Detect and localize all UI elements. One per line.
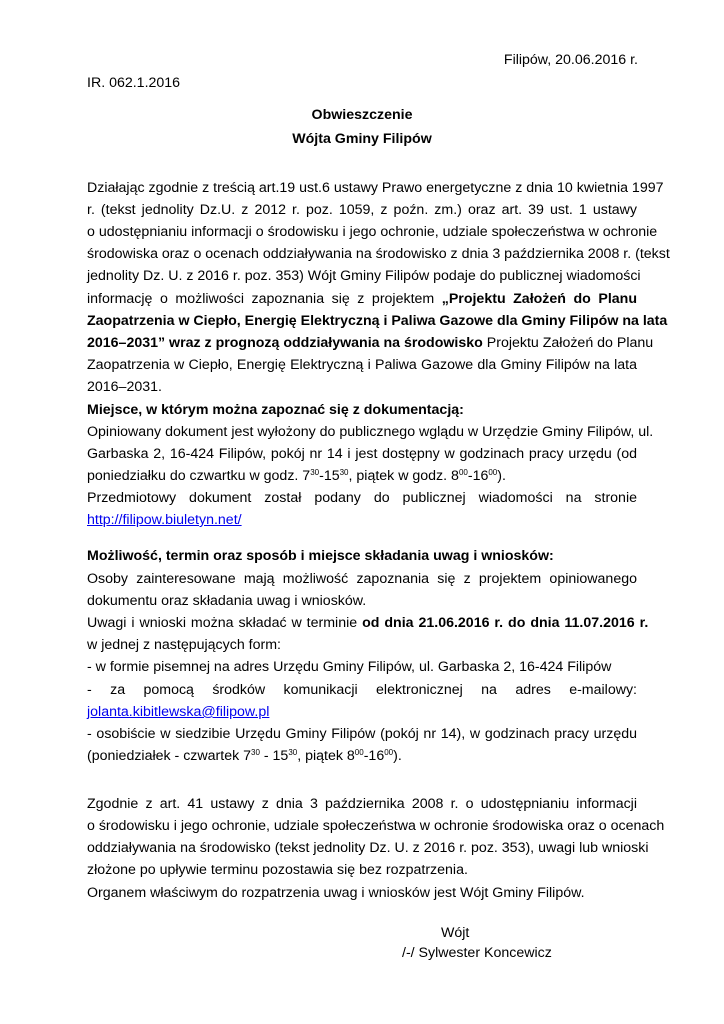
place-date: Filipów, 20.06.2016 r. [503,52,638,68]
paragraph-3-line-2: dokumentu oraz składania uwag i wniosków. [87,593,367,609]
paragraph-3-line-6: - za pomocą środków komunikacji elektronicznej na adres e-mailowy: [87,682,637,698]
paragraph-1-line-5: jednolity Dz. U. z 2016 r. poz. 353) Wójt Gminy Filipów podaje do publicznej wiadomości [87,268,641,284]
paragraph-1-line-10: 2016–2031. [87,379,162,395]
paragraph-4-line-3: oddziaływania na środowisko (tekst jednolity Dz. U. z 2016 r. poz. 353), uwagi lub wnioski [87,840,649,856]
paragraph-3-line-1: Osoby zainteresowane mają możliwość zapoznania się z projektem opiniowanego [87,571,637,587]
paragraph-2-line-3: poniedziałku do czwartku w godz. $7^{30}-15^{30}$, piątek w godz. $8^{00}-16^{00}$). [87,468,506,484]
paragraph-1-line-9: Zaopatrzenia w Ciepło, Energię Elektryczną i Paliwa Gazowe dla Gminy Filipów na lata [87,357,637,373]
signature-role: Wójt [441,925,470,941]
paragraph-1-line-3: o udostępnianiu informacji o środowisku i jego ochronie, udziale społeczeństwa w ochronie [87,224,658,240]
paragraph-2-line-1: Opiniowany dokument jest wyłożony do publicznego wglądu w Urzędzie Gminy Filipów, ul. [87,424,654,440]
paragraph-1-line-4: środowiska oraz o ocenach oddziaływania na środowisko z dnia 3 października 2008 r. (tekst [87,246,670,262]
paragraph-4-line-2: o środowisku i jego ochronie, udziale społeczeństwa w ochronie środowiska oraz o ocenach [87,818,665,834]
paragraph-1-line-2: r. (tekst jednolity Dz.U. z 2012 r. poz. 1059, z poźn. zm.) oraz art. 39 ust. 1 ustawy [87,202,637,218]
paragraph-3-line-9: (poniedziałek - czwartek $7^{30} - 15^{30}$, piątek $8^{00}-16^{00}$). [87,748,402,764]
paragraph-1-line-8: 2016–2031” wraz z prognozą oddziaływania na środowisko Projektu Założeń do Planu [87,335,654,351]
paragraph-1-line-7: Zaopatrzenia w Ciepło, Energię Elektryczną i Paliwa Gazowe dla Gminy Filipów na lata [87,313,668,329]
paragraph-3-line-5: - w formie pisemnej na adres Urzędu Gminy Filipów, ul. Garbaska 2, 16-424 Filipów [87,659,612,675]
paragraph-1-line-1: Działając zgodnie z treścią art.19 ust.6 ustawy Prawo energetyczne z dnia 10 kwietnia 1997 [87,180,664,196]
email-link[interactable]: jolanta.kibitlewska@filipow.pl [87,704,270,720]
paragraph-2-line-2: Garbaska 2, 16-424 Filipów, pokój nr 14 i jest dostępny w godzinach pracy urzędu (od [87,446,637,462]
paragraph-3-line-4: w jednej z następujących form: [87,637,281,653]
paragraph-1-line-6: informację o możliwości zapoznania się z projektem „Projektu Założeń do Planu [87,291,637,307]
paragraph-5: Organem właściwym do rozpatrzenia uwag i wniosków jest Wójt Gminy Filipów. [87,885,585,901]
website-link-line [87,510,637,530]
title-line-2: Wójta Gminy Filipów [292,131,432,147]
website-link[interactable]: http://filipow.biuletyn.net/ [87,512,242,528]
paragraph-4-line-4: złożone po upływie terminu pozostawia się bez rozpatrzenia. [87,862,468,878]
paragraph-2-line-4: Przedmiotowy dokument został podany do publicznej wiadomości na stronie [87,490,637,506]
place-heading: Miejsce, w którym można zapoznać się z dokumentacją: [87,402,464,418]
title-line-1: Obwieszczenie [311,107,413,123]
remarks-heading: Możliwość, termin oraz sposób i miejsce składania uwag i wniosków: [87,548,554,564]
paragraph-4-line-1: Zgodnie z art. 41 ustawy z dnia 3 października 2008 r. o udostępnianiu informacji [87,796,637,812]
paragraph-3-line-3: Uwagi i wnioski można składać w terminie od dnia 21.06.2016 r. do dnia 11.07.2016 r. [87,615,649,631]
signature-name: /-/ Sylwester Koncewicz [402,945,552,961]
paragraph-3-line-8: - osobiście w siedzibie Urzędu Gminy Filipów (pokój nr 14), w godzinach pracy urzędu [87,726,637,742]
email-link-line [87,702,637,722]
reference-number: IR. 062.1.2016 [87,75,181,91]
